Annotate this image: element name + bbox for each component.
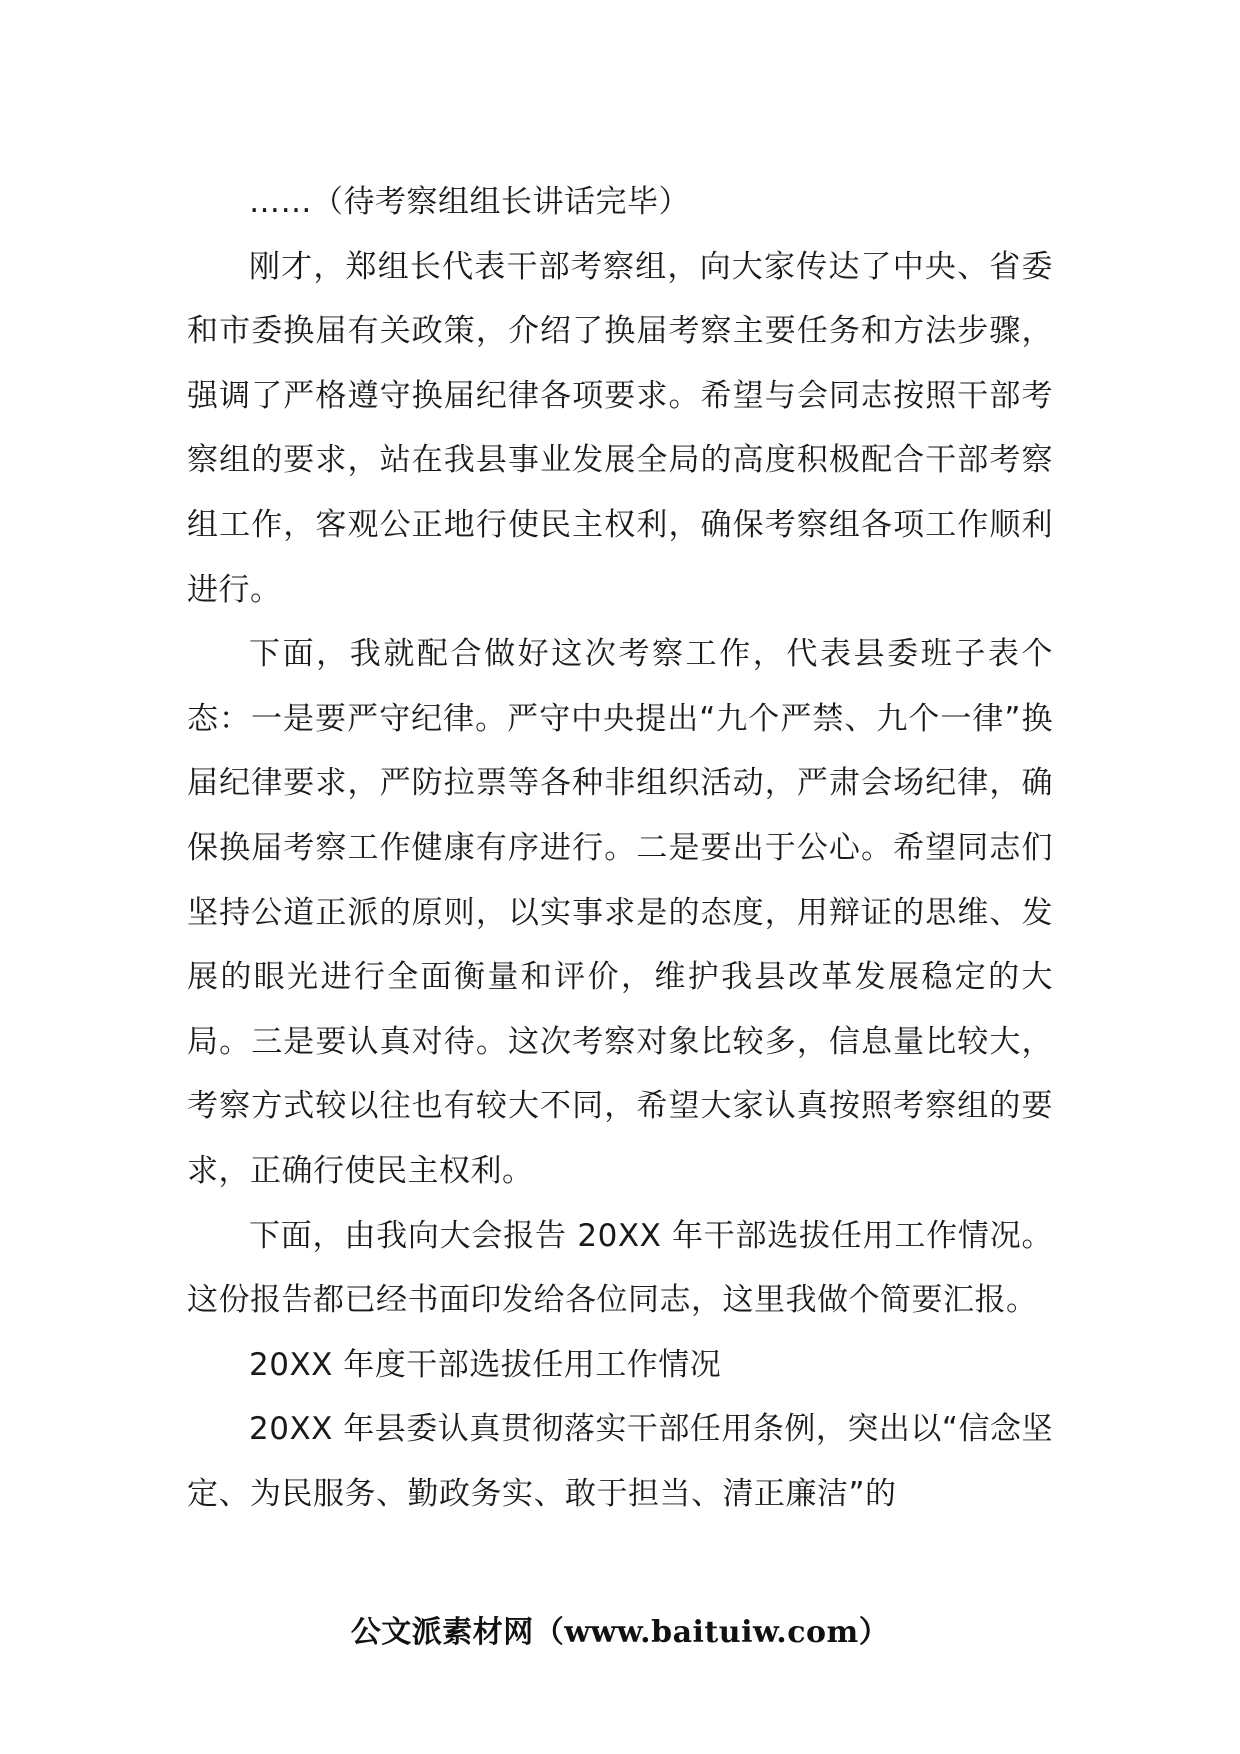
document-body: [187, 170, 1053, 1526]
paragraph-inspection-requirements: 刚才，郑组长代表干部考察组，向大家传达了中央、省委和市委换届有关政策，介绍了换届考察主要任务和方法步骤，强调了严格遵守换届纪律各项要求。希望与会同志按照干部考察组的要求，站在我县事业发展全局的高度积极配合干部考察组工作，客观公正地行使民主权利，确保考察组各项工作顺利进行。: [187, 248, 1053, 608]
paragraph-report-intro: 下面，由我向大会报告 20XX 年干部选拔任用工作情况。这份报告都已经书面印发给各位同志，这里我做个简要汇报。: [187, 1217, 1053, 1319]
paragraph-county-committee-stance: 下面，我就配合做好这次考察工作，代表县委班子表个态：一是要严守纪律。严守中央提出“九个严禁、九个一律”换届纪律要求，严防拉票等各种非组织活动，严肃会场纪律，确保换届考察工作健康有序进行。二是要出于公心。希望同志们坚持公道正派的原则，以实事求是的态度，用辩证的思维、发展的眼光进行全面衡量和评价，维护我县改革发展稳定的大局。三是要认真对待。这次考察对象比较多，信息量比较大，考察方式较以往也有较大不同，希望大家认真按照考察组的要求，正确行使民主权利。: [187, 636, 1053, 1189]
paragraph-report-body: 20XX 年县委认真贯彻落实干部任用条例，突出以“信念坚定、为民服务、勤政务实、敢于担当、清正廉洁”的: [187, 1411, 1053, 1512]
paragraph-pending-remarks: ……（待考察组组长讲话完毕）: [249, 184, 690, 220]
section-heading: 20XX 年度干部选拔任用工作情况: [249, 1346, 722, 1383]
footer-watermark: 公文派素材网（www.baituiw.com）: [350, 1615, 890, 1650]
